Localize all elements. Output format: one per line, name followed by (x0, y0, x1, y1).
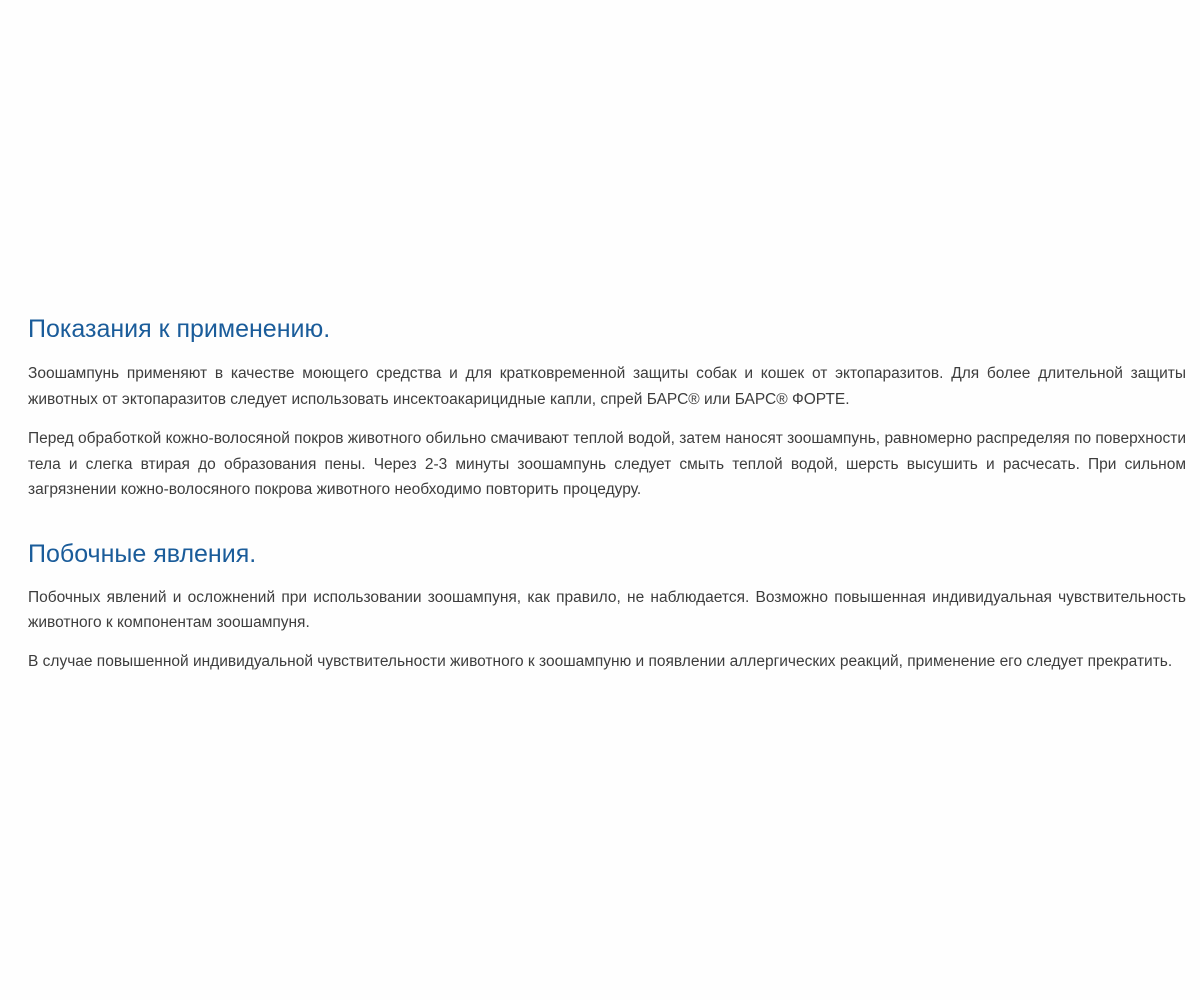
indications-heading: Показания к применению. (28, 315, 331, 343)
side-effects-section (28, 536, 1186, 675)
side-effects-paragraph-general: Побочных явлений и осложнений при использовании зоошампуня, как правило, не наблюдается. Возможно повышенная индивидуальная чувствительность животного к компонентам зоошампуня. (28, 588, 1186, 631)
indications-paragraph-procedure: Перед обработкой кожно-волосяной покров животного обильно смачивают теплой водой, затем наносят зоошампунь, равномерно распределяя по поверхности тела и слегка втирая до образования пены. Через 2-3 минуты зоошампунь следует смыть теплой водой, шерсть высушить и расчесать. При сильном загрязнении кожно-волосяного покрова животного необходимо повторить процедуру. (28, 430, 1186, 498)
indications-paragraph-usage: Зоошампунь применяют в качестве моющего средства и для кратковременной защиты собак и кошек от эктопаразитов. Для более длительной защиты животных от эктопаразитов следует использовать инсектоакарицидные капли, спрей БАРС® или БАРС® ФОРТЕ. (28, 365, 1186, 408)
side-effects-heading: Побочные явления. (28, 539, 257, 568)
side-effects-paragraph-allergy: В случае повышенной индивидуальной чувствительности животного к зоошампуню и появлении аллергических реакций, применение его следует прекратить. (28, 652, 1173, 670)
indications-section (28, 311, 1186, 503)
article-content (28, 311, 1186, 674)
